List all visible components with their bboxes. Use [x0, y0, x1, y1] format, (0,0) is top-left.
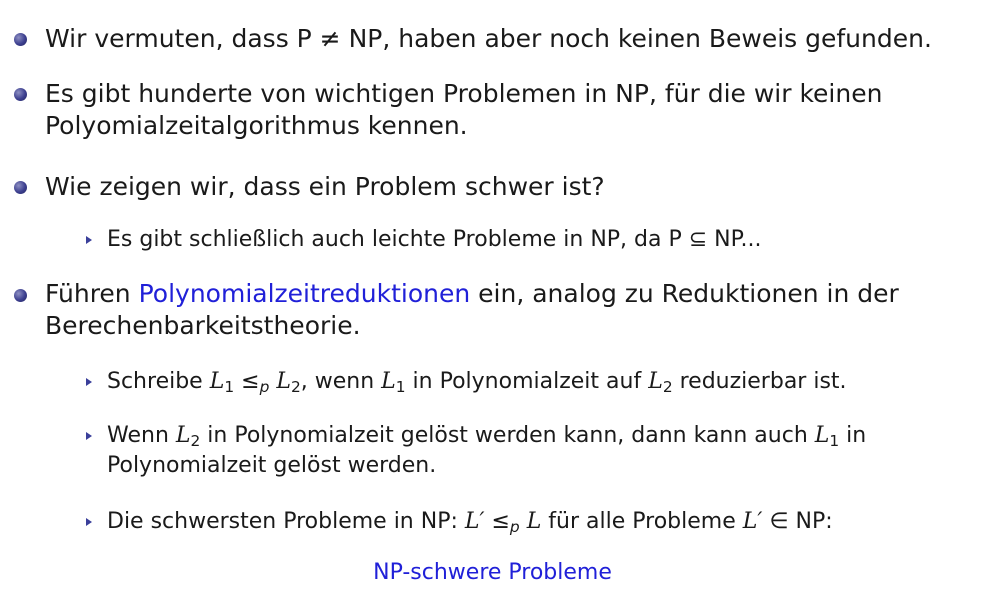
math-L-prime: L′: [464, 509, 485, 534]
bullet-text-3: Wie zeigen wir, dass ein Problem schwer ist?: [45, 172, 605, 201]
text-part: für alle Probleme: [541, 509, 743, 534]
math-sub-p: p: [509, 517, 520, 536]
sub-bullet-text-4b: [107, 421, 967, 481]
bullet-text-2: Es gibt hunderte von wichtigen Problemen in NP, für die wir keinen Polyomialzeitalgorithmus kennen.: [45, 79, 883, 140]
bullet-icon: [14, 88, 27, 101]
math-sub: 1: [224, 377, 235, 396]
text-part: in Polynomialzeit auf: [405, 369, 649, 394]
sub-bullet-text-4c: [107, 507, 967, 537]
math-sub: 1: [395, 377, 406, 396]
bullet-icon: [14, 181, 27, 194]
math-L: L: [276, 369, 291, 394]
np-hard-label: NP-schwere Probleme: [373, 560, 612, 585]
text-part: in Polynomialzeit gelöst werden.: [107, 423, 867, 478]
math-sub: 2: [190, 431, 201, 450]
text-part: in Polynomialzeit gelöst werden kann, dann kann auch: [200, 423, 815, 448]
math-L: L: [175, 423, 191, 448]
triangle-bullet-icon: [86, 432, 92, 440]
text-part: , wenn: [300, 369, 382, 394]
text-part: reduzierbar ist.: [672, 369, 847, 394]
triangle-bullet-icon: [86, 518, 92, 526]
math-sub-p: p: [259, 377, 270, 396]
bullet-text-4: [45, 278, 965, 342]
math-sub: 2: [662, 377, 673, 396]
math-L: L: [526, 509, 542, 534]
sub-bullet-text-4a: [107, 367, 967, 397]
math-L: L: [648, 369, 663, 394]
text-part: Die schwersten Probleme in NP:: [107, 509, 465, 534]
triangle-bullet-icon: [86, 236, 92, 244]
math-L: L: [814, 423, 830, 448]
math-sub: 1: [829, 431, 840, 450]
bullet-icon: [14, 289, 27, 302]
math-L: L: [381, 369, 396, 394]
bullet-4-pre: Führen: [45, 279, 139, 308]
math-L-prime: L′: [742, 509, 763, 534]
text-part: Wenn: [107, 423, 176, 448]
math-sub: 2: [290, 377, 301, 396]
math-L: L: [209, 369, 225, 394]
text-part: Schreibe: [107, 369, 210, 394]
bullet-text-1: Wir vermuten, dass P ≠ NP, haben aber noch keinen Beweis gefunden.: [45, 24, 932, 53]
triangle-bullet-icon: [86, 378, 92, 386]
sub-bullet-text-3a: Es gibt schließlich auch leichte Probleme in NP, da P ⊆ NP...: [107, 227, 762, 252]
highlight-term: Polynomialzeitreduktionen: [138, 279, 471, 308]
bullet-4-post: ein, analog zu Reduktionen in der Berechenbarkeitstheorie.: [45, 279, 899, 340]
math-le: ≤: [484, 509, 510, 534]
text-part: ∈ NP:: [762, 509, 833, 534]
math-le: ≤: [234, 369, 260, 394]
bullet-icon: [14, 33, 27, 46]
